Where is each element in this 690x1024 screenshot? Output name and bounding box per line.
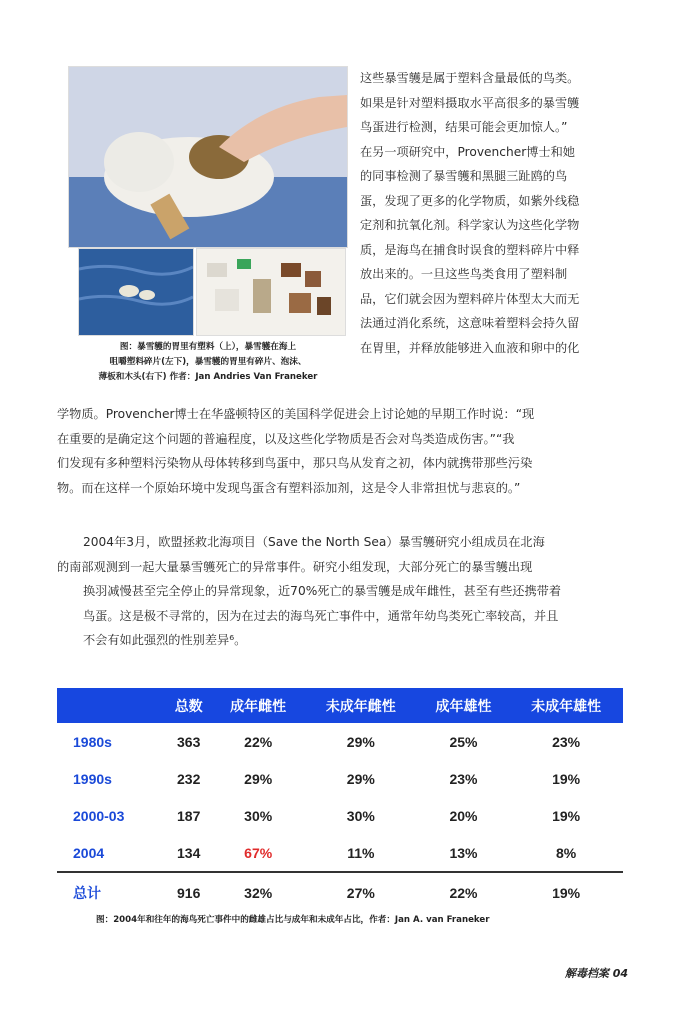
table-cell: 19% bbox=[552, 770, 581, 787]
table-row bbox=[57, 834, 623, 872]
photo-fulmar-at-sea bbox=[78, 248, 194, 336]
caption-line: 咀嚼塑料碎片(左下)，暴雪鹱的胃里有碎片、泡沫、 bbox=[109, 357, 307, 367]
table-cell: 22% bbox=[244, 733, 273, 750]
table-cell-highlight: 67% bbox=[244, 844, 273, 861]
text-line: 学物质。Provencher博士在华盛顿特区的美国科学促进会上讨论她的早期工作时说：“现 bbox=[57, 407, 535, 421]
text-line: 品，它们就会因为塑料碎片体型太大而无 bbox=[360, 291, 580, 306]
table-cell: 20% bbox=[449, 807, 478, 824]
text-line: 鸟蛋进行检测，结果可能会更加惊人。” bbox=[360, 120, 568, 134]
table-caption: 图：2004年和往年的海鸟死亡事件中的雌雄占比与成年和未成年占比，作者：Jan A. van Franeker bbox=[96, 915, 490, 925]
table-header-cell: 未成年雌性 bbox=[304, 688, 418, 723]
table-cell: 29% bbox=[244, 770, 273, 787]
paragraph-2004-event bbox=[57, 530, 633, 653]
text-line: 不会有如此强烈的性别差异⁶。 bbox=[83, 633, 247, 647]
table-header-cell: 总数 bbox=[165, 688, 212, 723]
text-line: 物。而在这样一个原始环境中发现鸟蛋含有塑料添加剂，这是令人非常担忧与悲哀的。” bbox=[57, 480, 521, 495]
right-column-text bbox=[360, 66, 632, 360]
table-cell: 29% bbox=[346, 770, 375, 787]
table-row bbox=[57, 760, 623, 797]
table-cell: 1980s bbox=[73, 733, 112, 750]
table-cell: 27% bbox=[304, 872, 418, 912]
text-line: 如果是针对塑料摄取水平高很多的暴雪鹱 bbox=[360, 95, 580, 110]
text-line: 的同事检测了暴雪鹱和黑腿三趾鸥的鸟 bbox=[360, 169, 568, 183]
table-cell: 29% bbox=[346, 733, 375, 750]
table-row bbox=[57, 723, 623, 760]
table-row bbox=[57, 797, 623, 834]
paragraph-continued bbox=[57, 402, 633, 500]
text-line: 定剂和抗氧化剂。科学家认为这些化学物 bbox=[360, 218, 580, 232]
text-line: 放出来的。一旦这些鸟类食用了塑料制 bbox=[360, 267, 568, 281]
table-header-row bbox=[57, 688, 623, 723]
table-cell: 1990s bbox=[73, 770, 112, 787]
text-line: 这些暴雪鹱是属于塑料含量最低的鸟类。 bbox=[360, 71, 580, 85]
table-cell: 23% bbox=[449, 770, 478, 787]
caption-line: 图：暴雪鹱的胃里有塑料（上），暴雪鹱在海上 bbox=[119, 342, 297, 352]
text-line: 的南部观测到一起大量暴雪鹱死亡的异常事件。研究小组发现，大部分死亡的暴雪鹱出现 bbox=[57, 559, 533, 574]
table-cell: 32% bbox=[212, 872, 304, 912]
table-header-cell: 未成年雄性 bbox=[509, 688, 623, 723]
photo-caption bbox=[62, 340, 354, 385]
table-cell: 30% bbox=[346, 807, 375, 824]
table-cell: 2000-03 bbox=[73, 807, 125, 824]
photo-fulmar-stomach bbox=[68, 66, 348, 248]
table-cell: 916 bbox=[165, 872, 212, 912]
table-header-cell: 成年雄性 bbox=[418, 688, 510, 723]
table-cell: 19% bbox=[552, 807, 581, 824]
photo-stomach-debris bbox=[196, 248, 346, 336]
text-line: 们发现有多种塑料污染物从母体转移到鸟蛋中，那只鸟从发育之初，体内就携带那些污染 bbox=[57, 456, 533, 470]
caption-line: 薄板和木头(右下) 作者：Jan Andries Van Franeker bbox=[98, 372, 318, 382]
text-line: 换羽减慢甚至完全停止的异常现象，近70%死亡的暴雪鹱是成年雌性，甚至有些还携带着 bbox=[83, 584, 562, 598]
text-line: 在胃里，并释放能够进入血液和卵中的化 bbox=[360, 340, 580, 355]
table-cell: 2004 bbox=[73, 844, 105, 861]
table-cell: 13% bbox=[449, 844, 478, 861]
text-line: 质，是海鸟在捕食时误食的塑料碎片中释 bbox=[360, 242, 580, 257]
page-footer: 解毒档案 04 bbox=[564, 967, 628, 980]
table-cell: 232 bbox=[177, 770, 201, 787]
table-cell: 8% bbox=[556, 844, 577, 861]
mortality-table bbox=[57, 688, 623, 912]
text-line: 蛋，发现了更多的化学物质，如紫外线稳 bbox=[360, 193, 580, 208]
text-line: 2004年3月，欧盟拯救北海项目（Save the North Sea）暴雪鹱研究小组成员在北海 bbox=[83, 535, 545, 549]
text-line: 鸟蛋。这是极不寻常的，因为在过去的海鸟死亡事件中，通常年幼鸟类死亡率较高，并且 bbox=[83, 608, 559, 623]
table-header-cell bbox=[57, 688, 165, 723]
table-cell: 363 bbox=[177, 733, 201, 750]
table-cell: 23% bbox=[552, 733, 581, 750]
text-line: 法通过消化系统，这意味着塑料会持久留 bbox=[360, 316, 580, 330]
text-line: 在另一项研究中，Provencher博士和她 bbox=[360, 144, 575, 159]
table-cell: 187 bbox=[177, 807, 201, 824]
table-cell: 11% bbox=[347, 844, 375, 861]
text-line: 在重要的是确定这个问题的普遍程度，以及这些化学物质是否会对鸟类造成伤害。”“我 bbox=[57, 431, 515, 446]
table-cell: 22% bbox=[418, 872, 510, 912]
table-cell: 25% bbox=[449, 733, 478, 750]
table-cell: 134 bbox=[177, 844, 201, 861]
table-total-row bbox=[57, 872, 623, 912]
table-cell: 19% bbox=[509, 872, 623, 912]
table-header-cell: 成年雌性 bbox=[212, 688, 304, 723]
table-cell: 总计 bbox=[57, 872, 165, 912]
table-cell: 30% bbox=[244, 807, 273, 824]
